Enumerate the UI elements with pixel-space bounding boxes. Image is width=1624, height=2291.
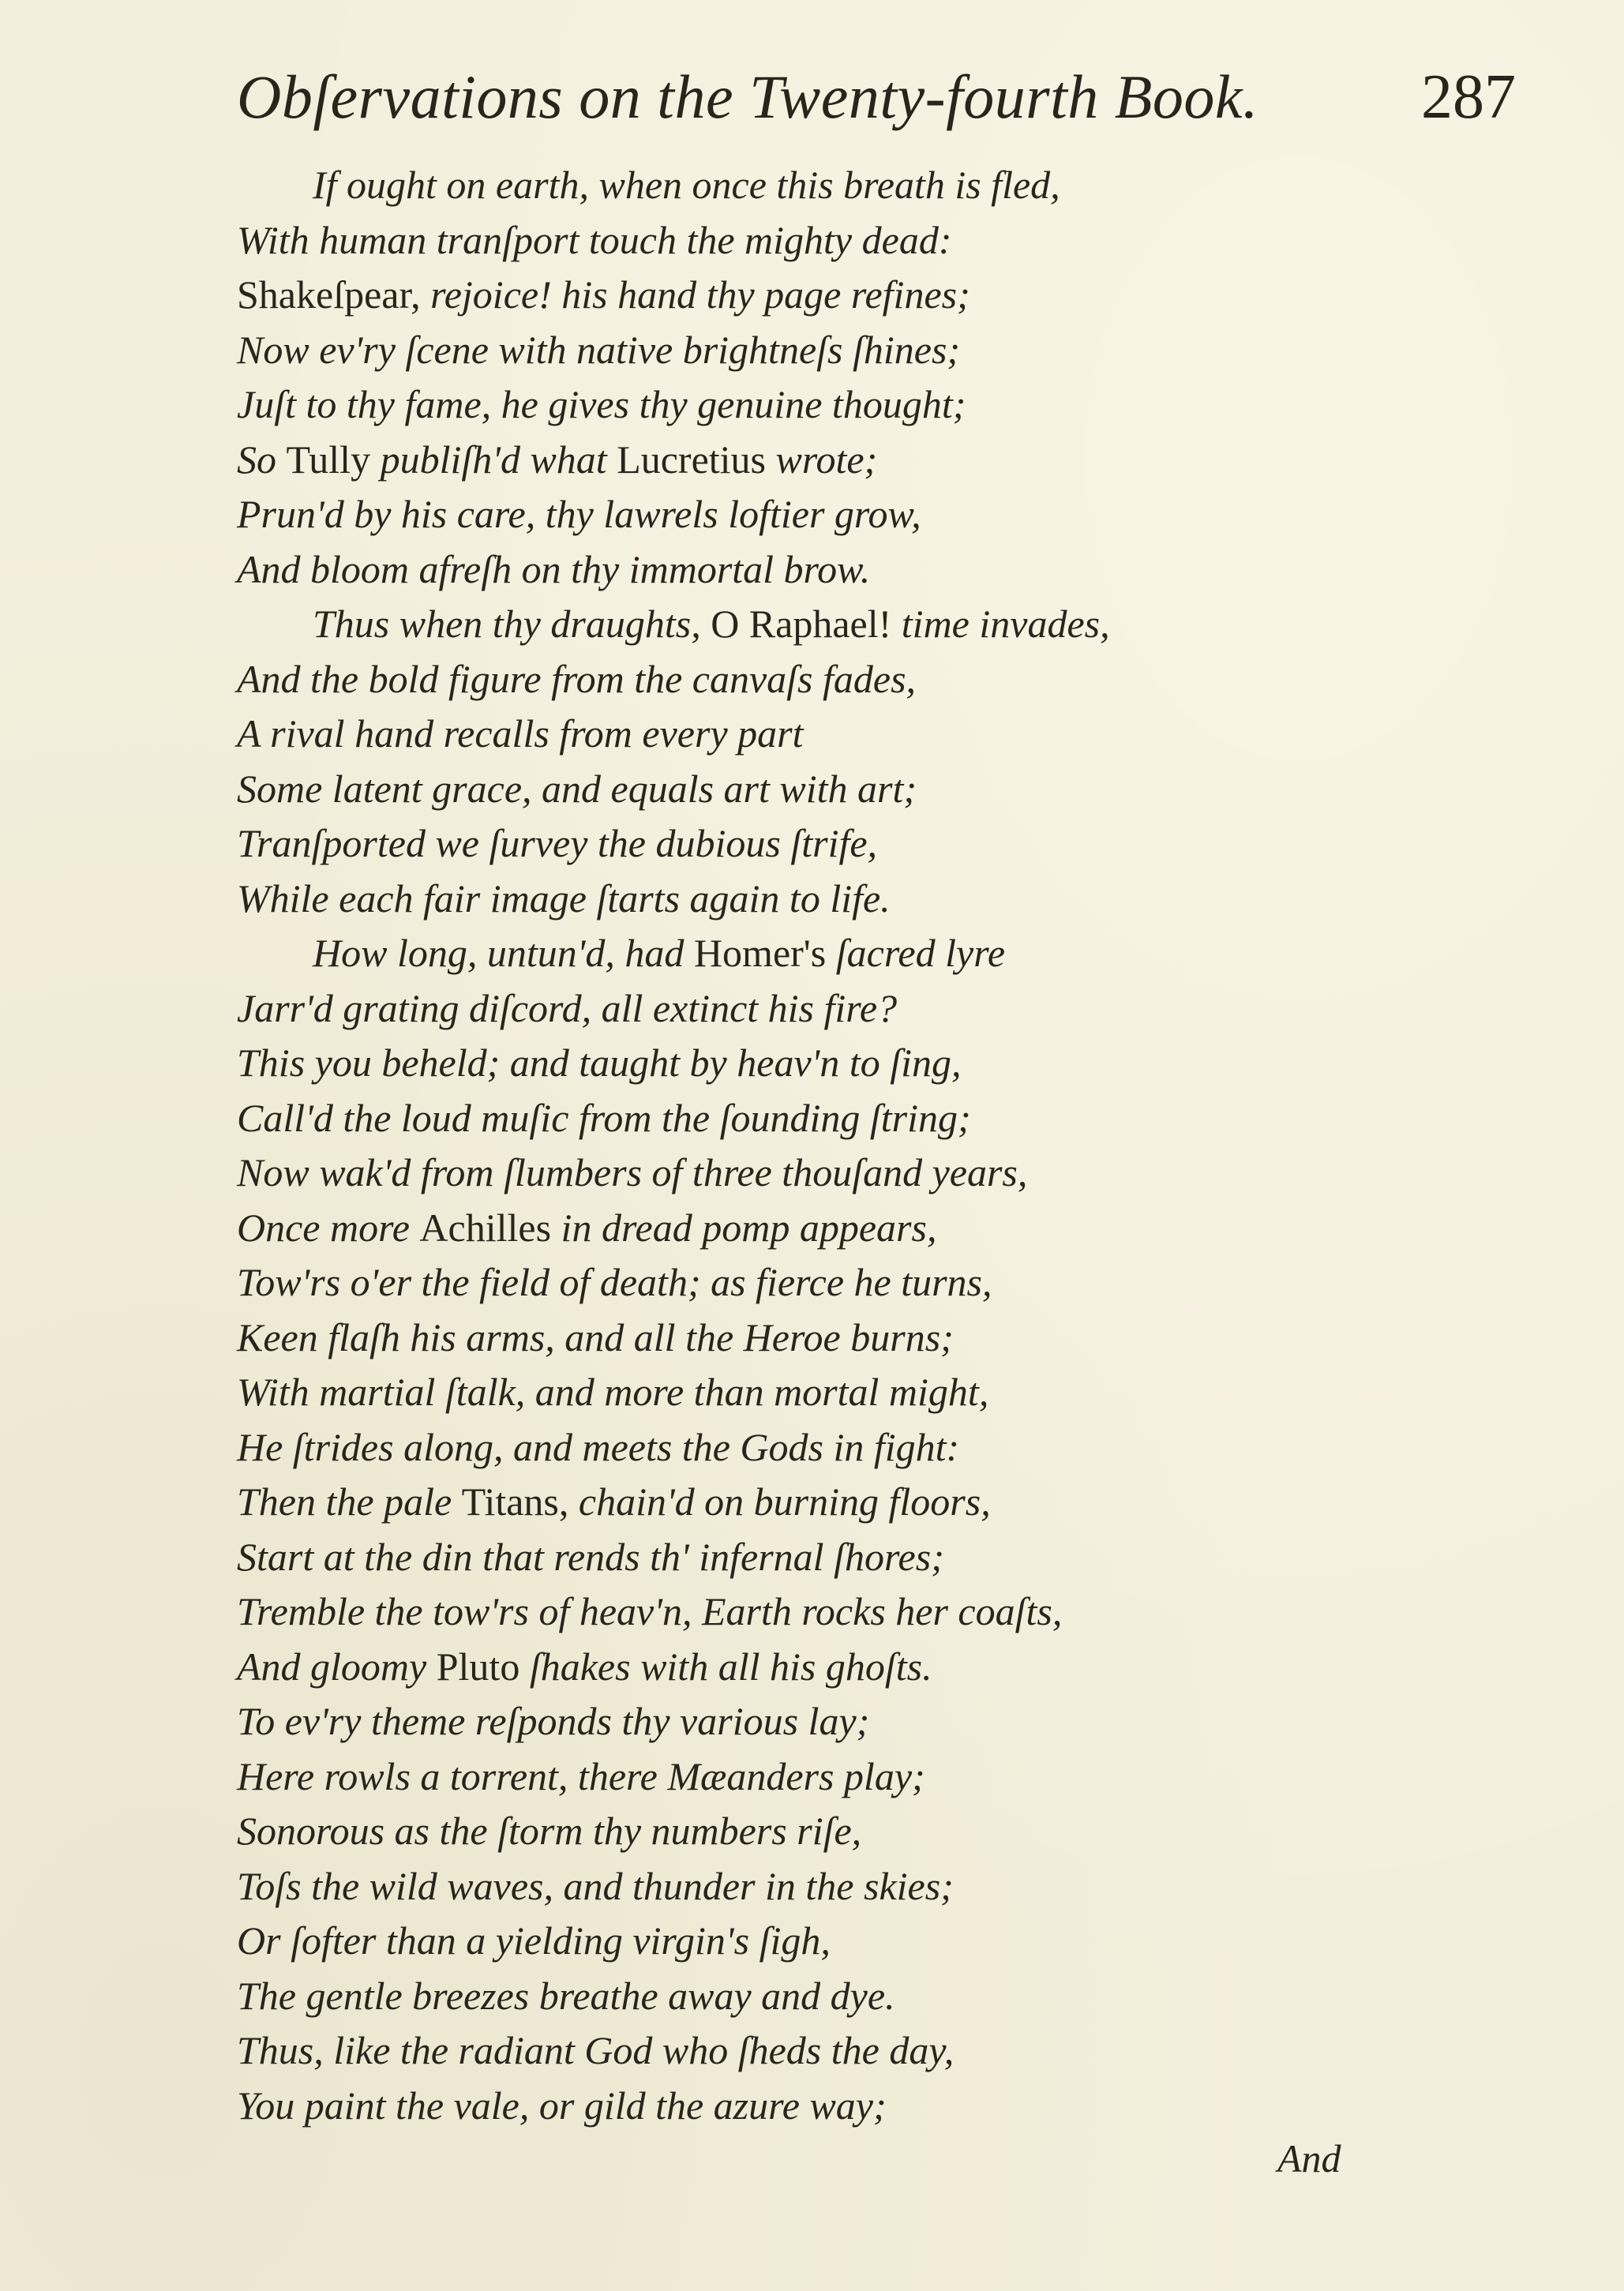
verse-text: ſacred lyre — [826, 931, 1006, 975]
verse-text: Then the pale — [237, 1479, 462, 1524]
verse-text: And bloom afreſh on thy immortal brow. — [237, 546, 871, 591]
poem-line — [237, 1201, 1342, 1256]
verse-text: How long, untun'd, had — [313, 931, 694, 975]
page-header — [237, 62, 1516, 148]
poem-line — [237, 926, 1342, 981]
verse-text: The gentle breezes breathe away and dye. — [237, 1973, 895, 2018]
verse-text: He ſtrides along, and meets the Gods in fight: — [237, 1424, 960, 1469]
poem-line — [237, 872, 1342, 927]
poem-line — [237, 1530, 1342, 1585]
poem-line — [237, 981, 1342, 1037]
poem-line — [237, 1749, 1342, 1805]
poem-line — [237, 2079, 1342, 2134]
verse-text: And the bold figure from the canvaſs fades, — [237, 656, 917, 701]
proper-name-text: Shakeſpear, — [237, 272, 421, 317]
verse-text: Sonorous as the ſtorm thy numbers riſe, — [237, 1809, 862, 1853]
poem-line — [237, 1584, 1342, 1640]
verse-text: chain'd on burning floors, — [568, 1479, 991, 1524]
verse-text: You paint the vale, or gild the azure way; — [237, 2083, 887, 2128]
verse-text: Tranſported we ſurvey the dubious ſtrife, — [237, 821, 878, 865]
proper-name-text: Titans, — [461, 1479, 569, 1524]
verse-text: Here rowls a torrent, there Mæanders play; — [237, 1753, 925, 1798]
proper-name-text: Homer's — [693, 931, 827, 975]
poem-line — [237, 2023, 1342, 2079]
verse-text: Prun'd by his care, thy lawrels loftier grow, — [237, 492, 921, 536]
poem-line — [237, 1969, 1342, 2024]
verse-text: Tow'rs o'er the field of death; as fierce he turns, — [237, 1260, 992, 1304]
verse-text: So — [237, 437, 287, 482]
verse-text: Thus when thy draughts, — [313, 602, 711, 646]
verse-text: Juſt to thy fame, he gives thy genuine thought; — [237, 382, 966, 426]
poem-line — [237, 1255, 1342, 1310]
poem-line — [237, 1694, 1342, 1749]
poem-line — [237, 1365, 1342, 1420]
poem-line — [237, 158, 1342, 213]
poem-line — [237, 542, 1342, 598]
verse-text: Call'd the loud muſic from the ſounding ſtring; — [237, 1095, 971, 1140]
poem-line — [237, 433, 1342, 488]
verse-text: A rival hand recalls from every part — [237, 711, 804, 756]
verse-text: publiſh'd what — [370, 437, 617, 482]
proper-name-text: Achilles — [419, 1205, 552, 1250]
poem-line — [237, 1036, 1342, 1091]
poem-line — [237, 323, 1342, 378]
poem-line — [237, 213, 1342, 268]
verse-text: With martial ſtalk, and more than mortal might, — [237, 1370, 989, 1414]
verse-text: Once more — [237, 1205, 420, 1250]
poem-line — [237, 762, 1342, 817]
verse-text: Now wak'd from ſlumbers of three thouſand years, — [237, 1150, 1028, 1194]
verse-text: While each fair image ſtarts again to life. — [237, 876, 891, 921]
poem-line — [237, 268, 1342, 323]
poem-line — [237, 707, 1342, 762]
poem-line — [237, 1146, 1342, 1201]
proper-name-text: Lucretius — [617, 437, 767, 482]
verse-text: rejoice! his hand thy page refines; — [420, 272, 970, 317]
verse-text: ſhakes with all his ghoſts. — [519, 1644, 932, 1689]
verse-text: And gloomy — [237, 1644, 437, 1689]
poem-line — [237, 377, 1342, 433]
verse-text: in dread pomp appears, — [551, 1205, 937, 1250]
verse-text: Jarr'd grating diſcord, all extinct his fire? — [237, 985, 898, 1030]
verse-text: Tremble the tow'rs of heav'n, Earth rocks her coaſts, — [237, 1589, 1063, 1633]
verse-text: Now ev'ry ſcene with native brightneſs ſhines; — [237, 327, 961, 372]
proper-name-text: O Raphael! — [711, 602, 892, 646]
poem-line — [237, 1310, 1342, 1366]
proper-name-text: Tully — [286, 437, 371, 482]
verse-text: Or ſofter than a yielding virgin's ſigh, — [237, 1918, 831, 1963]
running-title: Obſervations on the Twenty-fourth Book. — [237, 62, 1259, 131]
verse-text: Start at the din that rends th' infernal ſhores; — [237, 1534, 944, 1579]
page-number: 287 — [1421, 62, 1516, 132]
verse-text: wrote; — [766, 437, 878, 482]
poem-line — [237, 1640, 1342, 1695]
verse-text: If ought on earth, when once this breath is fled, — [313, 163, 1060, 207]
poem-line — [237, 1475, 1342, 1530]
verse-text: Keen flaſh his arms, and all the Heroe burns; — [237, 1314, 954, 1359]
verse-text: time invades, — [891, 602, 1110, 646]
poem-line — [237, 1804, 1342, 1859]
poem-line — [237, 816, 1342, 872]
poem-line — [237, 1420, 1342, 1475]
poem-body — [237, 158, 1342, 2133]
poem-line — [237, 597, 1342, 652]
poem-line — [237, 1091, 1342, 1146]
poem-line — [237, 487, 1342, 542]
poem-line — [237, 652, 1342, 707]
verse-text: To ev'ry theme reſponds thy various lay; — [237, 1699, 870, 1743]
verse-text: Some latent grace, and equals art with art; — [237, 766, 917, 811]
verse-text: This you beheld; and taught by heav'n to ſing, — [237, 1041, 962, 1085]
poem-line — [237, 1859, 1342, 1914]
verse-text: Thus, like the radiant God who ſheds the day, — [237, 2028, 955, 2072]
verse-text: Toſs the wild waves, and thunder in the skies; — [237, 1863, 954, 1908]
poem-line — [237, 1914, 1342, 1969]
catchword: And — [1277, 2136, 1341, 2180]
verse-text: With human tranſport touch the mighty dead: — [237, 217, 952, 262]
proper-name-text: Pluto — [436, 1644, 520, 1689]
